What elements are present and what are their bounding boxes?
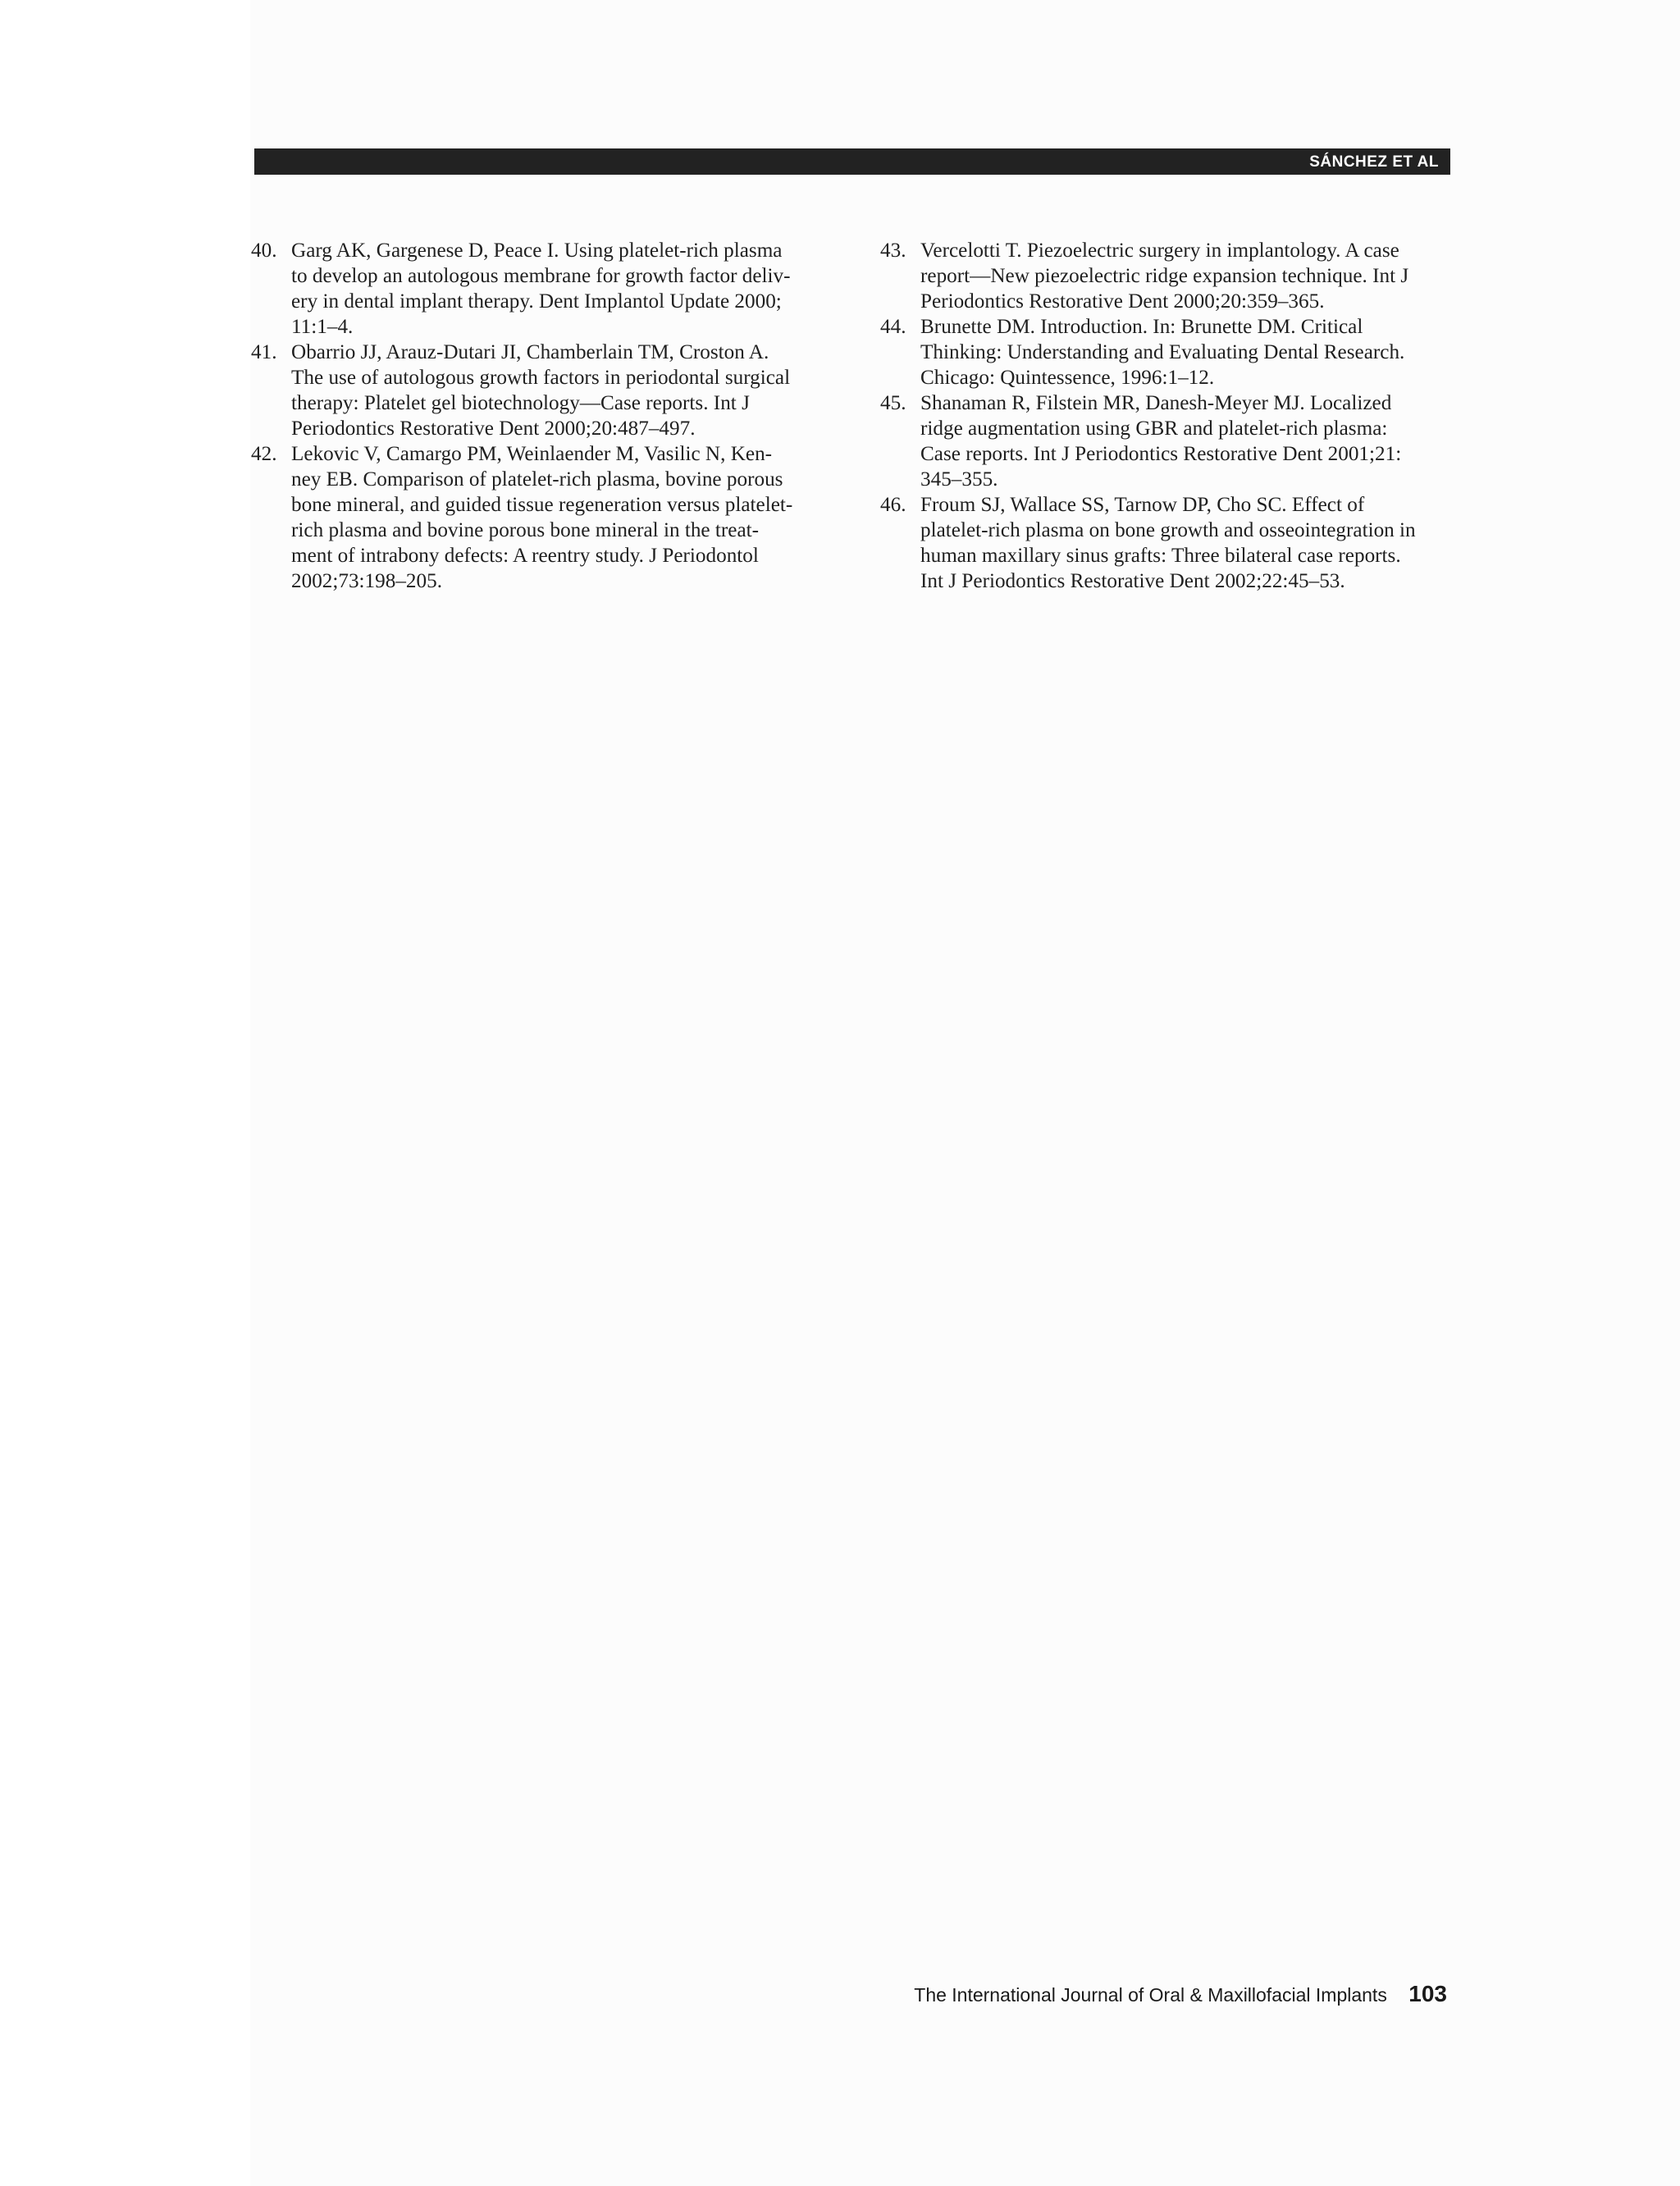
reference-text-line: Case reports. Int J Periodontics Restorative Dent 2001;21:: [920, 443, 1402, 465]
footer-page-number: 103: [1408, 1981, 1447, 2006]
reference-number: 45.: [880, 392, 906, 414]
reference-text-line: 2002;73:198–205.: [291, 570, 443, 592]
reference-text-line: ney EB. Comparison of platelet-rich plasma, bovine porous: [291, 468, 783, 491]
reference-number: 46.: [880, 494, 906, 516]
reference-text-line: The use of autologous growth factors in periodontal surgical: [291, 367, 791, 389]
reference-number: 42.: [251, 443, 277, 465]
reference-list-left-column: [251, 238, 825, 594]
reference-number: 44.: [880, 316, 906, 338]
reference-number: 43.: [880, 240, 906, 262]
running-header-author: SÁNCHEZ ET AL: [1309, 153, 1439, 171]
reference-item: [251, 238, 825, 340]
reference-text-line: human maxillary sinus grafts: Three bilateral case reports.: [920, 545, 1401, 567]
reference-text-line: to develop an autologous membrane for growth factor deliv-: [291, 265, 791, 287]
reference-text-line: Shanaman R, Filstein MR, Danesh-Meyer MJ. Localized: [920, 392, 1392, 414]
reference-text-line: Vercelotti T. Piezoelectric surgery in implantology. A case: [920, 240, 1399, 262]
reference-text-line: rich plasma and bovine porous bone mineral in the treat-: [291, 519, 760, 541]
reference-text-line: Lekovic V, Camargo PM, Weinlaender M, Vasilic N, Ken-: [291, 443, 773, 465]
reference-number: 41.: [251, 341, 277, 363]
footer-journal-title: The International Journal of Oral & Maxillofacial Implants: [914, 1984, 1387, 2006]
reference-list-right-column: [880, 238, 1454, 594]
reference-item: [251, 441, 825, 594]
reference-text-line: Obarrio JJ, Arauz-Dutari JI, Chamberlain TM, Croston A.: [291, 341, 769, 363]
reference-text-line: therapy: Platelet gel biotechnology—Case reports. Int J: [291, 392, 750, 414]
reference-text-line: Periodontics Restorative Dent 2000;20:359–365.: [920, 290, 1325, 313]
reference-text-line: Int J Periodontics Restorative Dent 2002;22:45–53.: [920, 570, 1345, 592]
reference-text-line: ridge augmentation using GBR and platelet-rich plasma:: [920, 418, 1388, 440]
running-header-bar: [254, 148, 1450, 175]
reference-item: [251, 340, 825, 441]
reference-text-line: Chicago: Quintessence, 1996:1–12.: [920, 367, 1215, 389]
reference-text-line: platelet-rich plasma on bone growth and osseointegration in: [920, 519, 1416, 541]
reference-item: [880, 390, 1454, 492]
reference-text-line: ery in dental implant therapy. Dent Implantol Update 2000;: [291, 290, 782, 313]
reference-item: [880, 238, 1454, 314]
reference-text-line: 345–355.: [920, 468, 998, 491]
reference-text-line: 11:1–4.: [291, 316, 354, 338]
reference-item: [880, 314, 1454, 390]
reference-number: 40.: [251, 240, 277, 262]
reference-text-line: Periodontics Restorative Dent 2000;20:487–497.: [291, 418, 696, 440]
page-footer: [914, 1981, 1447, 2007]
reference-text-line: Thinking: Understanding and Evaluating Dental Research.: [920, 341, 1405, 363]
reference-text-line: Froum SJ, Wallace SS, Tarnow DP, Cho SC. Effect of: [920, 494, 1365, 516]
reference-text-line: Brunette DM. Introduction. In: Brunette DM. Critical: [920, 316, 1363, 338]
reference-text-line: report—New piezoelectric ridge expansion technique. Int J: [920, 265, 1409, 287]
reference-text-line: bone mineral, and guided tissue regeneration versus platelet-: [291, 494, 793, 516]
reference-text-line: Garg AK, Gargenese D, Peace I. Using platelet-rich plasma: [291, 240, 783, 262]
reference-item: [880, 492, 1454, 594]
reference-text-line: ment of intrabony defects: A reentry study. J Periodontol: [291, 545, 759, 567]
